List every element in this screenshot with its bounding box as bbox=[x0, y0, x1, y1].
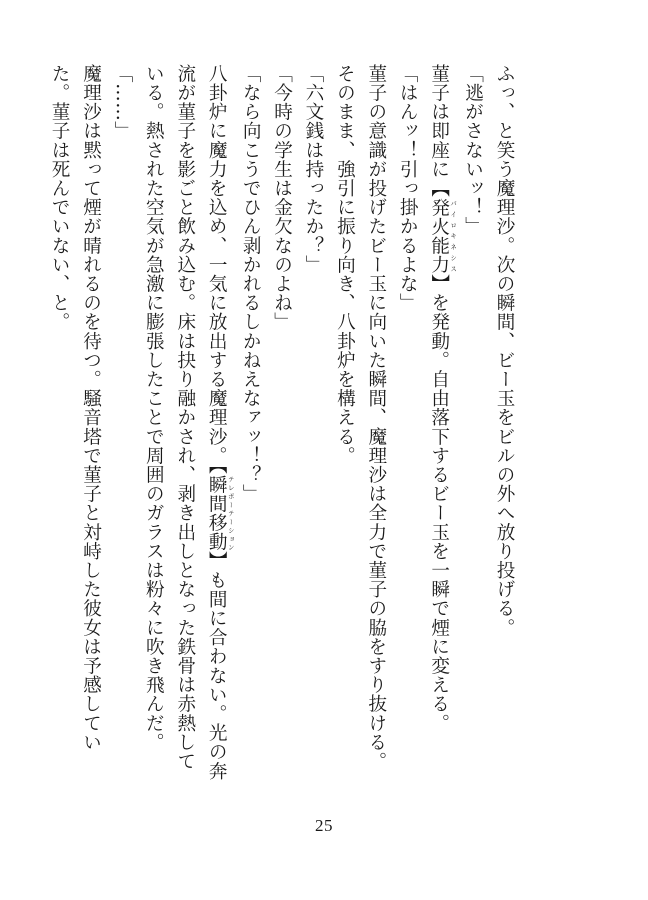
ruby-base: 発火能力 bbox=[428, 197, 450, 275]
narration-line: ふっ、と笑う魔理沙。次の瞬間、ビー玉をビルの外へ放り投げる。 bbox=[494, 64, 515, 637]
narration-line: 菫子の意識が投げたビー玉に向いた瞬間、魔理沙は全力で菫子の脇をすり抜ける。そのまま、強引に振り向き、八卦炉を構える。 bbox=[334, 64, 387, 771]
dialogue-line: 「六文銭は持ったか？」 bbox=[302, 64, 324, 275]
ruby-reading: テレポーテーション bbox=[226, 474, 235, 552]
line-segment: 菫子は即座に【 bbox=[428, 64, 450, 198]
ruby-reading: パイロキネシス bbox=[449, 197, 458, 275]
ruby-term bbox=[428, 197, 458, 275]
narration-line: 魔理沙は黙って煙が晴れるのを待つ。騒音塔で菫子と対峙した彼女は予感していた。菫子は死んでいない、と。 bbox=[49, 64, 102, 752]
dialogue-line: 「今時の学生は金欠なのよね」 bbox=[271, 64, 293, 332]
page-number: 25 bbox=[315, 816, 333, 835]
narration-line bbox=[423, 64, 457, 784]
vertical-text-block bbox=[49, 64, 520, 784]
line-segment: 】も間に合わない。光の奔流が菫子を影ごと飲み込む。床は抉り融かされ、剥き出しとなった鉄骨は赤熱している。熱された空気が急激に膨張したことで周囲のガラスは粉々に吹き飛んだ。 bbox=[143, 64, 228, 781]
ruby-base: 瞬間移動 bbox=[206, 474, 228, 552]
dialogue-line: 「……」 bbox=[111, 64, 133, 141]
dialogue-line: 「なら向こうでひん剥かれるしかねえなァッ！？」 bbox=[240, 64, 262, 504]
ruby-term bbox=[206, 474, 235, 552]
dialogue-line: 「逃がさないッ！」 bbox=[462, 64, 484, 236]
dialogue-line: 「はんッ！引っ掛かるよな」 bbox=[397, 64, 419, 313]
narration-line bbox=[138, 64, 235, 784]
line-segment: 八卦炉に魔力を込め、一気に放出する魔理沙。【 bbox=[206, 64, 228, 475]
line-segment: 】を発動。自由落下するビー玉を一瞬で煙に変える。 bbox=[428, 274, 450, 733]
